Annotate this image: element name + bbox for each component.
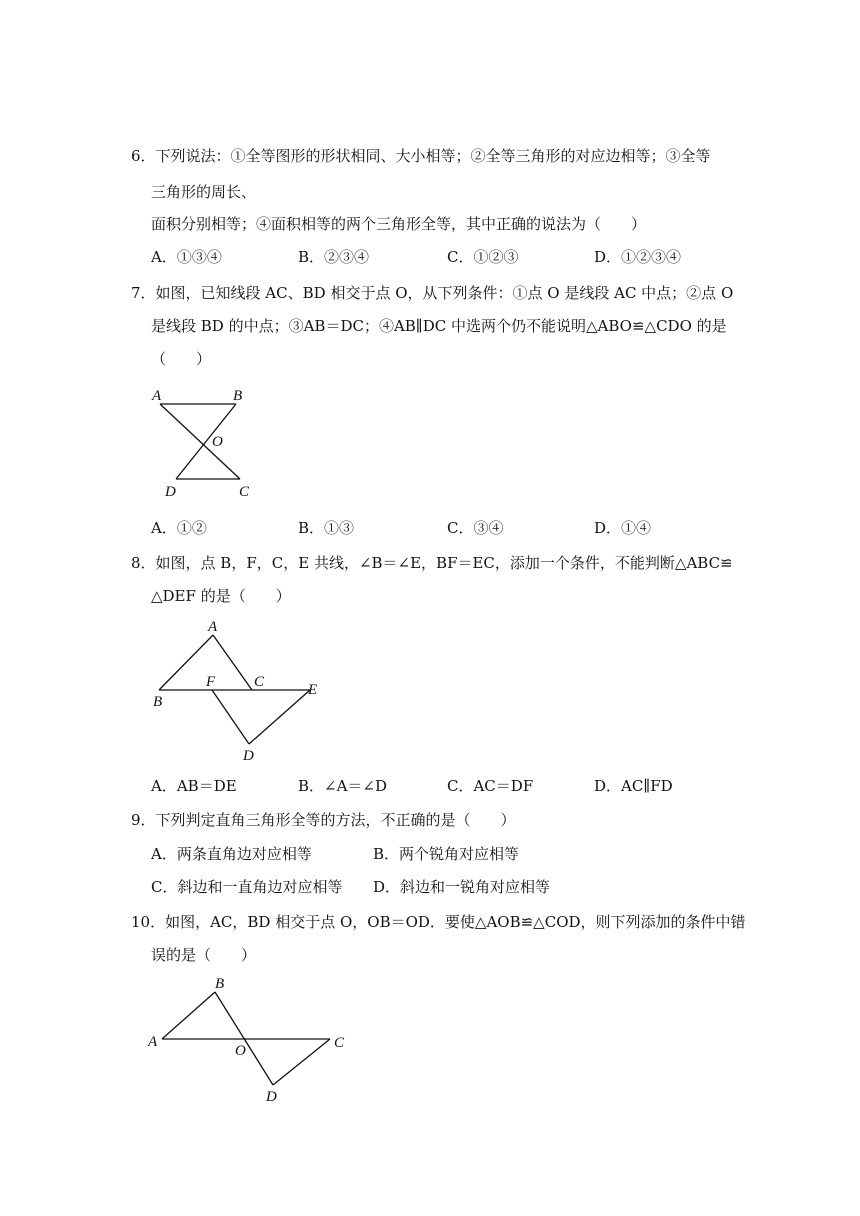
- q9-text-line1: 9．下列判定直角三角形全等的方法，不正确的是（ ）: [131, 811, 516, 829]
- q7-option-c[interactable]: C．③④: [447, 519, 504, 537]
- q8-option-b[interactable]: B．∠A＝∠D: [298, 777, 388, 795]
- q10-figure: [140, 970, 360, 1110]
- q9-option-b[interactable]: B．两个锐角对应相等: [373, 845, 520, 863]
- q7-text-line3: （ ）: [151, 350, 212, 368]
- q6-option-a[interactable]: A．①③④: [151, 248, 222, 266]
- q8-label-b: B: [153, 694, 163, 710]
- q7-label-c: C: [239, 484, 250, 500]
- q6-text-line2: 三角形的周长、: [151, 183, 257, 201]
- q7-option-a[interactable]: A．①②: [151, 519, 207, 537]
- q7-text-line1: 7．如图，已知线段 AC、BD 相交于点 O，从下列条件：①点 O 是线段 AC 中点；②点 O: [131, 284, 734, 302]
- q6-text-line1: 6．下列说法：①全等图形的形状相同、大小相等；②全等三角形的对应边相等；③全等: [131, 147, 711, 165]
- q7-label-a: A: [152, 388, 162, 404]
- q7-label-d: D: [165, 484, 176, 500]
- q8-label-c: C: [254, 674, 265, 690]
- q8-text-line1: 8．如图，点 B，F，C，E 共线，∠B＝∠E，BF＝EC，添加一个条件，不能判断△ABC≌: [131, 554, 733, 572]
- q10-text-line1: 10．如图，AC，BD 相交于点 O，OB＝OD．要使△AOB≌△COD，则下列添加的条件中错: [131, 913, 746, 931]
- q10-text-line2: 误的是（ ）: [151, 946, 257, 964]
- q8-text-line2: △DEF 的是（ ）: [151, 587, 291, 605]
- q9-option-d[interactable]: D．斜边和一锐角对应相等: [373, 878, 551, 896]
- q8-label-f: F: [206, 674, 216, 690]
- q9-option-c[interactable]: C．斜边和一直角边对应相等: [151, 878, 343, 896]
- q8-label-e: E: [308, 682, 318, 698]
- q9-option-a[interactable]: A．两条直角边对应相等: [151, 845, 312, 863]
- q10-label-d: D: [266, 1089, 277, 1105]
- q8-figure: [140, 615, 340, 765]
- q10-label-a: A: [148, 1034, 158, 1050]
- q6-option-b[interactable]: B．②③④: [298, 248, 370, 266]
- q7-label-b: B: [233, 388, 243, 404]
- q10-label-o: O: [235, 1043, 246, 1059]
- q6-option-c[interactable]: C．①②③: [447, 248, 519, 266]
- q8-option-c[interactable]: C．AC＝DF: [447, 777, 534, 795]
- q6-text-line3: 面积分别相等；④面积相等的两个三角形全等，其中正确的说法为（ ）: [151, 215, 647, 233]
- q7-label-o: O: [212, 434, 223, 450]
- q7-figure: [140, 380, 270, 505]
- q8-label-a: A: [208, 619, 218, 635]
- q8-label-d: D: [243, 748, 254, 764]
- q7-option-b[interactable]: B．①③: [298, 519, 355, 537]
- q8-option-a[interactable]: A．AB＝DE: [151, 777, 237, 795]
- q6-option-d[interactable]: D．①②③④: [594, 248, 682, 266]
- q8-option-d[interactable]: D．AC∥FD: [594, 777, 673, 795]
- q7-text-line2: 是线段 BD 的中点；③AB＝DC；④AB∥DC 中选两个仍不能说明△ABO≌△CDO 的是: [151, 317, 727, 335]
- q10-label-b: B: [215, 976, 225, 992]
- q10-label-c: C: [334, 1035, 345, 1051]
- q7-option-d[interactable]: D．①④: [594, 519, 652, 537]
